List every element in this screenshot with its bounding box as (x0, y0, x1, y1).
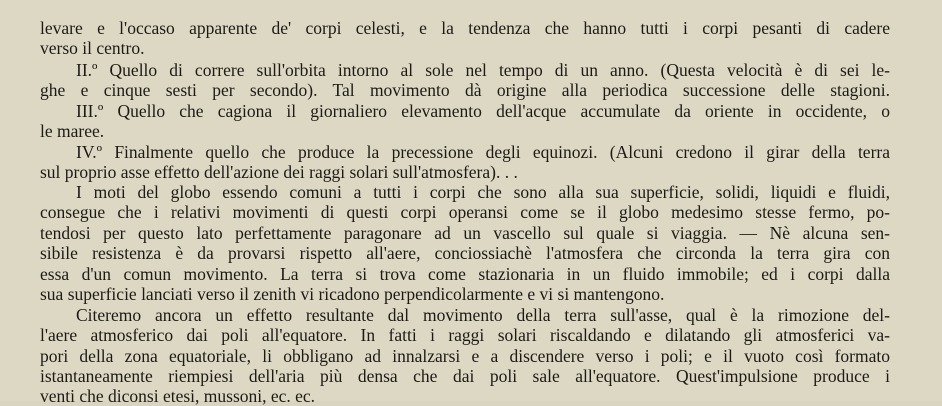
text-line: II.º Quello di correre sull'orbita intorno al sole nel tempo di un anno. (Questa velocità è di sei le- (76, 60, 890, 80)
text-line: I moti del globo essendo comuni a tutti i corpi che sono alla sua superficie, solidi, liquidi e fluidi, (76, 182, 890, 202)
text-line: sibile resistenza è da provarsi rispetto all'aere, conciossiachè l'atmosfera che circonda la terra gira con (40, 243, 890, 263)
text-line: sua superficie lanciati verso il zenith vi ricadono perpendicolarmente e vi si mantengono. (40, 284, 665, 304)
text-line: levare e l'occaso apparente de' corpi celesti, e la tendenza che hanno tutti i corpi pesanti di cadere (40, 18, 890, 38)
text-line: verso il centro. (40, 38, 145, 58)
text-line: tendosi per questo lato perfettamente paragonare ad un vascello sul quale si viaggia. — Nè alcuna sen- (40, 223, 890, 243)
text-line: IV.º Finalmente quello che produce la precessione degli equinozi. (Alcuni credono il girar della terra (76, 142, 890, 162)
text-line: consegue che i relativi movimenti di questi corpi operansi come se il globo medesimo stesse fermo, po- (40, 202, 890, 222)
text-line: III.º Quello che cagiona il giornaliero elevamento dell'acque accumulate da oriente in occidente, o (76, 101, 890, 121)
text-line: ghe e cinque sesti per secondo). Tal movimento dà origine alla periodica successione delle stagioni. (40, 80, 890, 100)
text-line: le maree. (40, 121, 105, 141)
text-line: istantaneamente riempiesi dell'aria più densa che dai poli sale all'equatore. Quest'impulsione produce i (40, 366, 890, 386)
text-line: venti che diconsi etesi, mussoni, ec. ec. (40, 386, 316, 406)
text-line: l'aere atmosferico dai poli all'equatore. In fatti i raggi solari riscaldando e dilatando gli atmosferici va- (40, 325, 890, 345)
text-line: sul proprio asse effetto dell'azione dei raggi solari sull'atmosfera). . . (40, 162, 518, 182)
text-line: essa d'un comun movimento. La terra si trova come stazionaria in un fluido immobile; ed i corpi dalla (40, 264, 890, 284)
text-line: pori della zona equatoriale, li obbligano ad innalzarsi e a discendere verso i poli; e il vuoto così formato (40, 346, 890, 366)
text-line: Citeremo ancora un effetto resultante dal movimento della terra sull'asse, qual è la rimozione del- (76, 305, 890, 325)
